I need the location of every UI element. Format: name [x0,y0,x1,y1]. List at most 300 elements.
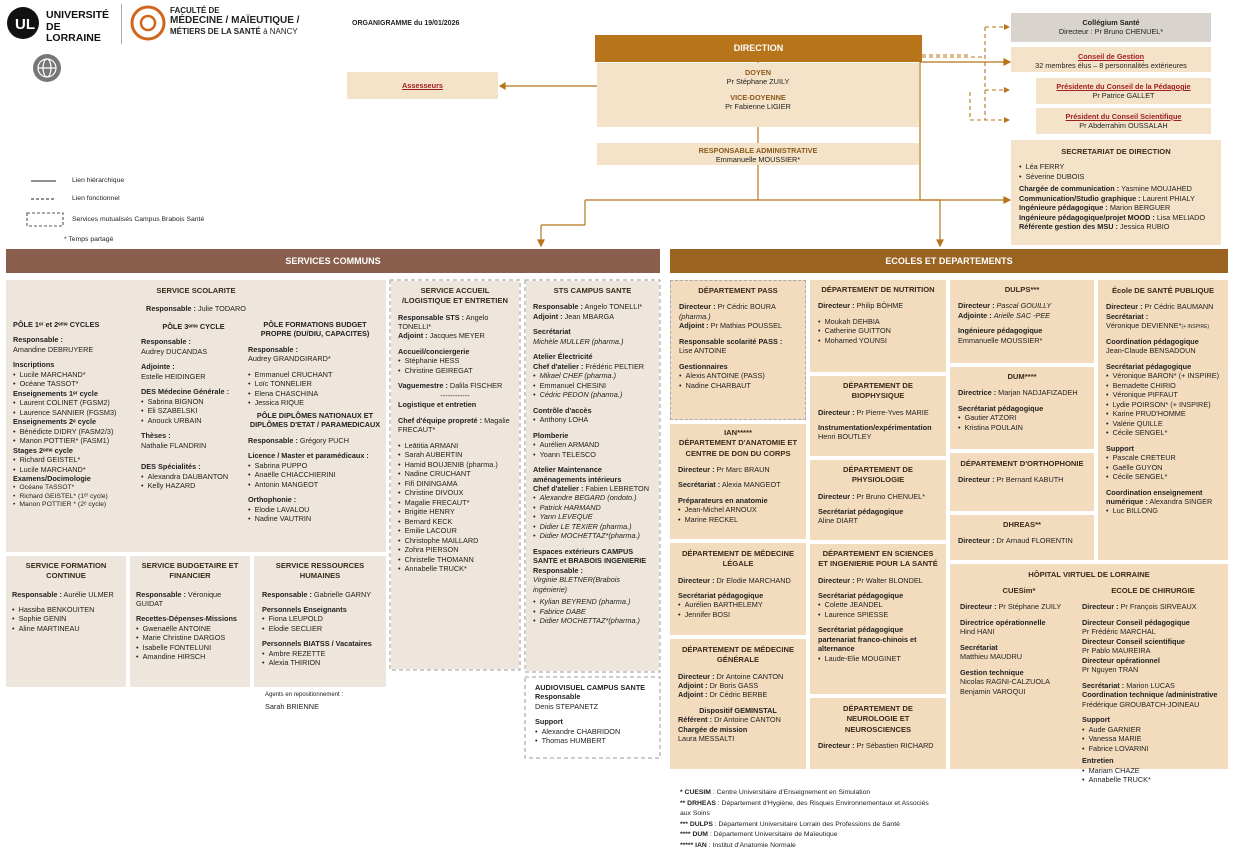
dept-neurologie [810,698,946,769]
footnote-text: : Institut d'Anatomie Normale [706,841,796,849]
label: Enseignements 2ᵉ cycle [13,417,97,427]
person: • Océane TASSOT* [13,484,133,493]
dept-medecine-generale [670,639,806,769]
pole-title: PÔLE DIPLÔMES NATIONAUX ET DIPLÔMES D'ETAT / PARAMEDICAUX [249,410,381,430]
person: Dr Cédric BERBE [709,690,768,700]
conseil-pedagogie-name: Pr Patrice GALLET [1092,91,1155,101]
person: • Mariam CHAZE [1082,766,1224,775]
person: • Bernadette CHIRIO [1106,381,1220,390]
label: Responsable [535,692,581,702]
label: Responsable : [136,589,186,599]
person: Denis STEPANETZ [535,701,599,711]
label: Secrétariat pédagogique [678,590,764,600]
person: • Didier MOCHETTAZ*(pharma.) [533,616,652,625]
doyen-label: DOYEN [745,68,771,77]
person: Alexia MANGEOT [721,480,781,490]
label: Gestion technique [960,667,1024,677]
label: Directrice opérationnelle [960,617,1046,627]
label: Directrice : [958,388,997,398]
footnote-key: ***** IAN [680,841,707,849]
person: Henri BOUTLEY [818,432,872,442]
label: Orthophonie : [248,495,297,505]
person: • Kylian BEYREND (pharma.) [533,597,652,606]
dept-title: DÉPARTEMENT DE BIOPHYSIQUE [843,381,913,401]
person: • Antonin MANGEOT [248,480,382,489]
person: • Ambre REZETTE [262,649,378,658]
person: • Gwenaëlle ANTOINE [136,624,244,633]
label: Secrétariat pédagogique [1106,361,1192,371]
legend-part-time: * Temps partagé [64,236,114,243]
person: Pr Sébastien RICHARD [856,740,934,750]
person: • Emmanuel CHESINI [533,381,652,390]
person: Pr Mathias POUSSEL [710,321,782,331]
person: Pr Bruno CHENUEL* [856,491,926,501]
person: Dalila FISCHER [449,381,503,391]
audiovisuel-box [527,679,658,756]
dept-nutrition [810,280,946,372]
person: Dr Elodie MARCHAND [716,575,791,585]
label: Espaces extérieurs CAMPUS SANTE et BRABOIS INGENIERIE [533,546,647,566]
role-name: Marion BERGUER [1109,203,1171,213]
label: Support [1082,715,1110,725]
person: Pr Walter BLONDEL [856,575,923,585]
label: Instrumentation/expérimentation [818,422,932,432]
label: Directeur : [679,302,716,312]
pole-title: PÔLE 1ᵉʳ et 2ᵉᵐᵉ CYCLES [13,320,100,329]
maintenance-list [533,493,652,540]
dept-title: DHREAS** [1003,520,1041,529]
label: Directeur : [958,301,995,311]
hopital-virtuel-lorraine [950,564,1228,784]
label: Directeur : [818,301,855,311]
label: Coordination technique /administrative [1082,690,1218,700]
doyen-name: Pr Stéphane ZUILY [726,77,790,87]
person: • Brigitte HENRY [398,507,512,516]
label: Directeur : [958,536,995,546]
person: • Laurence SPIESSE [818,610,938,619]
label: Responsable scolarité PASS : [679,336,783,346]
footnote-text: : Centre Universitaire d'Enseignement en Simulation [710,789,871,796]
label: Secrétariat pédagogique partenariat franco-chinois et alternance [818,625,917,654]
label: Référent : [678,715,713,725]
secretariat-person: • Léa FERRY [1019,162,1213,171]
person: • Zohra PIERSON [398,545,512,554]
legend-mutualised: Services mutualisés Campus Brabois Santé [72,216,205,223]
label: Coordination pédagogique [1106,336,1199,346]
collegium-director: Directeur : Pr Bruno CHENUEL* [1058,27,1164,37]
service-scolarite [6,280,386,552]
person: • Yann LEVEQUE [533,512,652,521]
person: Dr Antoine CANTON [714,715,781,725]
label: Chargée de mission [678,724,748,734]
person: Nicolas RAGNI-CALZUOLA [960,677,1051,687]
label: Adjoint : [678,680,708,690]
role-name: Jessica RUBIO [1119,222,1170,232]
label: Directeur opérationnel [1082,655,1160,665]
person: • Véronique PIFFAUT [1106,390,1220,399]
person: Frédérique GROUBATCH-JOINEAU [1082,699,1200,709]
faculty-name-line1: FACULTÉ DE [170,6,220,15]
label: Licence / Master et paramédicaux : [248,451,369,461]
rh-title: SERVICE RESSOURCES HUMAINES [275,561,365,581]
dept-title: DUM**** [1007,372,1037,381]
dept-title: DÉPARTEMENT PASS [698,286,778,295]
person: • Manon POTTIER* (FASM1) [13,436,133,445]
person: Frédéric PELTIER [585,361,645,371]
divider: ------------ [440,390,470,400]
footnote-key: *** DULPS [680,820,713,828]
label: Responsable : [146,304,196,314]
person: • Nadine VAUTRIN [248,514,382,523]
person: Pr François SIRVEAUX [1120,602,1197,612]
label: Vaguemestre : [398,381,448,391]
person: • Kristina POULAIN [958,423,1086,432]
secretariat-person: • Séverine DUBOIS [1019,172,1213,181]
resp-admin-box [597,143,919,165]
person: Jean MBARGA [564,311,615,321]
label: Directeur : [1106,302,1143,312]
dept-orthophonie [950,453,1094,511]
label: Secrétariat [960,642,998,652]
person: Grégory PUCH [299,435,349,445]
dept-title: DÉPARTEMENT DE NEUROLOGIE ET NEUROSCIENCES [843,704,913,734]
label: Responsable : [533,565,583,575]
person: • Magalie FRECAUT* [398,498,512,507]
sub-title: CUESim* [1002,586,1036,595]
sts-title: STS CAMPUS SANTE [553,286,632,295]
person: • Sophie GENIN [12,614,120,623]
person: • Aurélien BARTHELEMY [678,600,798,609]
direction-box [597,63,919,127]
person: • Cédric PEDON (pharma.) [533,390,652,399]
person: • Nadine CRUCHANT [398,469,512,478]
direction-header: DIRECTION [595,35,922,62]
label: Stages 2ᵉᵐᵉ cycle [13,445,73,455]
collegium-box [1011,13,1211,42]
person: • Anthony LOHA [533,415,652,424]
legend-functional: Lien fonctionnel [72,195,120,202]
assesseurs-box[interactable] [347,72,498,99]
person: • Didier MOCHETTAZ*(pharma.) [533,531,652,540]
dept-dum [950,367,1094,449]
person: Pr Cédric BOURA [717,302,776,312]
conseil-gestion-link[interactable]: Conseil de Gestion [1077,52,1145,61]
label: Secrétariat [533,327,571,337]
label: Dispositif GEMINSTAL [699,705,777,715]
dept-sciences-ingenierie [810,544,946,694]
person: Alexandra SINGER [1149,496,1213,506]
person: • Elodie LAVALOU [248,505,382,514]
person: Magalie FRECAUT* [398,415,510,435]
faculty-logo-icon [130,5,166,41]
person: • Manon POTTIER * (2ᵉ cycle) [13,501,133,510]
person: • Véronique BARON* (+ INSPIRE) [1106,371,1220,380]
label: Directeur : [1082,602,1119,612]
person: Estelle HEIDINGER [141,371,206,381]
secretariat-title: SECRETARIAT DE DIRECTION [1061,147,1171,156]
conseil-gestion-box[interactable] [1011,47,1211,72]
person: Jacques MEYER [429,331,485,341]
person: Angelo TONELLI* [584,302,643,312]
person: Angelo TONELLI* [398,312,489,331]
label: Accueil/conciergerie [398,346,470,356]
label: Ingénieure pédagogique [958,326,1043,336]
person: • Fiona LEUPOLD [262,614,378,623]
label: Responsable : [248,344,298,354]
person: Michèle MULLER (pharma.) [533,336,624,346]
esp-secretariat-list [1106,371,1220,437]
person: Fabien LEBRETON [585,484,649,493]
dept-title: HÔPITAL VIRTUEL DE LORRAINE [1028,570,1150,579]
faculty-name-line2: MÉDECINE / MAÏEUTIQUE / [170,15,300,27]
logo-divider [121,4,122,44]
person: • Christine DIVOUX [398,488,512,497]
faculty-logo [130,5,330,43]
person: Pr Pierre-Yves MARIE [856,407,929,417]
person: • Pascale CRETEUR [1106,453,1220,462]
person: • Alexandre BEGARD (ondoto.) [533,493,652,502]
person: Matthieu MAUDRU [960,652,1023,662]
label: Directeur : [818,407,855,417]
person: Pascal GOUILLY [996,301,1052,311]
university-name-line1: UNIVERSITÉ [46,9,110,21]
espaces-list [533,597,652,625]
person: Pr Nguyen TRAN [1082,665,1139,675]
person: • Patrick HARMAND [533,503,652,512]
person: • Nadine CHARBAUT [679,381,797,390]
person: • Elodie SECLIER [262,624,378,633]
role-name: Lisa MELIADO [1156,212,1206,222]
label: Directeur Conseil scientifique [1082,636,1185,646]
faculty-name-city: à NANCY [263,26,298,36]
person: • Annabelle TRUCK* [1082,775,1224,784]
label: Directeur : [678,671,715,681]
scolarite-resp: Julie TODARO [197,304,246,314]
vice-doyenne-label: VICE-DOYENNE [730,92,786,102]
conseil-scientifique-link[interactable]: Président du Conseil Scientifique [1065,112,1182,121]
person: • Alexia THIRION [262,658,378,667]
label: Adjointe : [141,362,175,372]
footnotes [680,788,940,851]
person: • Isabelle FONTELUNI [136,643,244,652]
person: • Didier LE TEXIER (pharma.) [533,522,652,531]
person: • Sabrina BIGNON [141,397,246,406]
person: • Bernard KECK [398,517,512,526]
person: Jean-Claude BENSADOUN [1106,346,1196,356]
accueil-staff-list [398,441,512,574]
person: • Alexis ANTOINE (PASS) [679,371,797,380]
person: Dr Arnaud FLORENTIN [996,536,1073,546]
person: Gabrielle GARNY [313,589,372,599]
dept-title: DULPS*** [1004,285,1040,294]
ecole-sante-publique [1098,280,1228,560]
org-title: ORGANIGRAMME du 19/01/2026 [352,20,460,27]
person: • Richard GEISTEL* [13,455,133,464]
person: • Mohamed YOUNSI [818,336,938,345]
dept-title: DÉPARTEMENT D'ANATOMIE ET CENTRE DE DON DU CORPS [678,438,798,458]
person: Lise ANTOINE [679,346,727,356]
label: Atelier Maintenance aménagements intérieurs [533,465,622,484]
label: Entretien [1082,756,1114,766]
role-label: Ingénieure pédagogique : [1019,203,1108,213]
university-logo-icon [6,6,40,40]
conseil-gestion-sub: 32 membres élus – 8 personnalités extérieures [1035,61,1187,71]
label: Secrétariat pédagogique [958,403,1044,413]
person: • Lucile MARCHAND* [13,465,133,474]
globe-icon[interactable] [32,53,62,83]
dept-biophysique [810,376,946,456]
label: Logistique et entretien [398,400,477,410]
label: Directeur : [678,575,715,585]
label: Secrétariat : [678,480,721,490]
label: Secrétariat pédagogique [818,590,904,600]
label: Atelier Électricité [533,352,593,362]
person: • Yoann TELESCO [533,450,652,459]
conseil-pedagogie-box[interactable] [1036,78,1211,104]
dept-title: IAN***** [724,428,752,437]
label: Directeur : [818,491,855,501]
label: Secrétariat : [1082,680,1125,690]
dept-physiologie [810,460,946,540]
person: • Karine PRUD'HOMME [1106,409,1220,418]
person: Audrey GRANDGIRARD* [248,354,331,364]
conseil-scientifique-box[interactable] [1036,108,1211,134]
dept-pass [670,280,806,420]
person: • Stéphanie HESS [398,356,512,365]
university-name-line2: DE LORRAINE [46,20,101,45]
service-budget [130,556,250,687]
legend-lines [27,181,63,226]
label: Directeur : [958,475,995,485]
person: • Kelly HAZARD [141,481,246,490]
dept-title: DÉPARTEMENT DE MÉDECINE GÉNÉRALE [681,645,795,665]
role-label: Ingénieure pédagogique/projet MOOD : [1019,212,1155,222]
dept-title: École DE SANTÉ PUBLIQUE [1111,286,1215,295]
collegium-title: Collégium Santé [1082,18,1140,27]
person: Pr Frédéric MARCHAL [1082,627,1156,637]
person: Nathalie FLANDRIN [141,440,207,450]
person: • Amandine HIRSCH [136,652,244,661]
person: • Leātitia ARMANI [398,441,512,450]
conseil-pedagogie-link[interactable]: Présidente du Conseil de la Pédagogie [1056,82,1191,91]
label: Préparateurs en anatomie [678,495,768,505]
person: Pr Stéphane ZUILY [998,602,1062,612]
assesseurs-link[interactable]: Assesseurs [402,81,443,90]
person: • Océane TASSOT* [13,379,133,388]
person: Philip BÖHME [856,301,904,311]
secretariat-direction-box [1011,140,1221,245]
person: • Hamid BOUJENIB (pharma.) [398,460,512,469]
person: • Bénédicte DIDRY (FASM2/3) [13,427,133,436]
university-logo [6,6,116,45]
person: • Lucile MARCHAND* [13,370,133,379]
label: Recettes-Dépenses-Missions [136,614,237,624]
person: • Vanessa MARIE [1082,734,1224,743]
person: Pr Bernard KABUTH [996,475,1064,485]
label: Chef d'équipe propreté : [398,415,483,425]
label: Gestionnaires [679,361,728,371]
person: • Marie Christine DARGOS [136,633,244,642]
person: • Jessica RIQUE [248,398,382,407]
footnote-text: : Département d'Hygiène, des Risques Environnementaux et Associés aux Soins [680,799,929,818]
person: • Lydie POIRSON* (+ INSPIRE) [1106,400,1220,409]
label: Responsable : [533,302,583,312]
band-ecoles-departements: ECOLES ET DEPARTEMENTS [670,249,1228,273]
dept-title: DÉPARTEMENT DE MÉDECINE LÉGALE [681,549,795,569]
person: • Anaëlle CHIACCHIERINI [248,470,382,479]
person: Marion LUCAS [1126,680,1175,690]
repositioning-label: Agents en repositionnement : [265,692,344,698]
person: Marjan NADJAFIZADEH [998,388,1078,398]
service-rh [254,556,386,687]
band-services-communs: SERVICES COMMUNS [6,249,660,273]
person: • Alexandre CHABRIDON [535,727,650,736]
note: (+ INSPIRE) [1181,324,1210,331]
person: Pr Cédric BAUMANN [1144,302,1214,312]
label: Directeur : [960,602,997,612]
resp-admin-label: RESPONSABLE ADMINISTRATIVE [698,146,818,155]
person: • Jennifer BOSI [678,610,798,619]
person: • Gautier ATZORI [958,413,1086,422]
dept-medecine-legale [670,543,806,635]
label: DES Médecine Générale : [141,387,230,397]
person: Pr Marc BRAUN [716,464,770,474]
label: Responsable : [262,589,312,599]
label: Enseignements 1ᵉʳ cycle [13,388,98,398]
person: Audrey DUCANDAS [141,346,208,356]
person: • Sabrina PUPPO [248,461,382,470]
person: • Eli SZABELSKI [141,406,246,415]
person: Véronique DEVIENNE* [1106,321,1182,331]
person: • Laude-Elie MOUGINET [818,654,938,663]
person: • Sarah AUBERTIN [398,450,512,459]
person: • Fabrice DABE [533,607,652,616]
person: • Jean-Michel ARNOUX [678,505,798,514]
person: • Aurélien ARMAND [533,440,652,449]
svg-text:UL: UL [15,16,35,33]
person: • Aude GARNIER [1082,725,1224,734]
person: • Emilie LACOUR [398,526,512,535]
person: • Cécile SENGEL* [1106,428,1220,437]
label: Responsable STS : [398,312,465,322]
person: Dr Boris GASS [709,680,759,690]
label: Directeur Conseil pédagogique [1082,617,1190,627]
person: • Christine GEIREGAT [398,366,512,375]
label: Chef d'atelier : [533,361,584,371]
label: Responsable : [248,435,298,445]
scolarite-title: SERVICE SCOLARITE [156,286,236,295]
person: Benjamin VAROQUI [960,686,1026,696]
service-formation [6,556,126,687]
label: Responsable : [13,335,63,345]
label: Chef d'atelier : [533,484,584,493]
person: • Christophe MAILLARD [398,536,512,545]
person: • Laurent COLINET (FGSM2) [13,398,133,407]
faculty-name-line3: MÉTIERS DE LA SANTÉ [170,26,261,36]
person: • Loïc TONNELIER [248,379,382,388]
person: • Richard GEISTEL* (1ᵉʳ cycle) [13,493,133,502]
person: • Marine RECKEL [678,515,798,524]
person: Pr Pablo MAUREIRA [1082,646,1151,656]
role-name: Yasmine MOUJAHED [1121,184,1192,194]
dept-dhreas [950,515,1094,560]
label: Adjoint : [678,690,708,700]
label: Secrétariat : [1106,311,1149,321]
dept-title: DÉPARTEMENT DE NUTRITION [821,285,935,294]
av-title: AUDIOVISUEL CAMPUS SANTE [535,683,646,692]
person: Véronique GUIDAT [136,589,222,608]
sub-title: ECOLE DE CHIRURGIE [1111,586,1195,595]
